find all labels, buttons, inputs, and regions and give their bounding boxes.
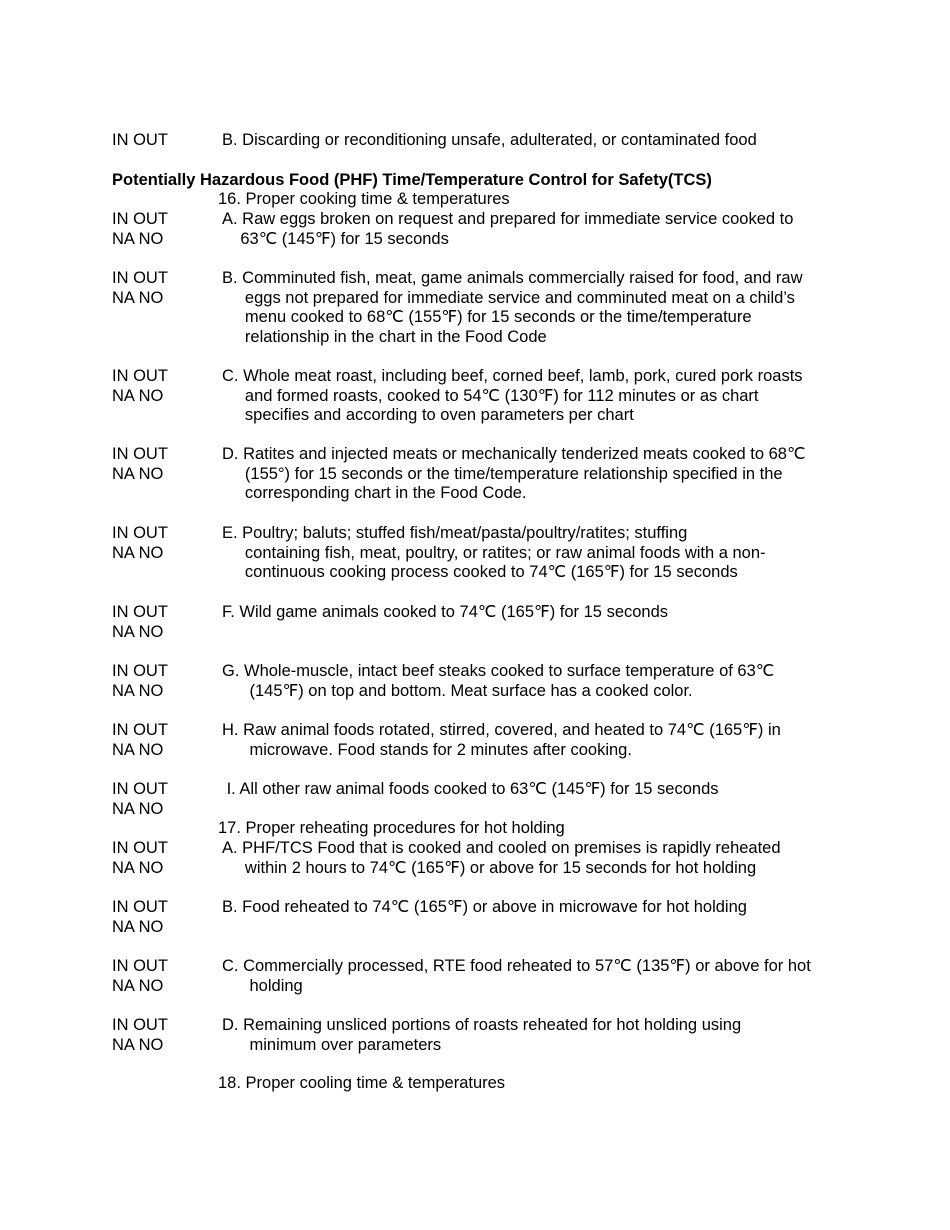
item-text bbox=[222, 1016, 842, 1055]
item-text bbox=[222, 210, 842, 249]
status-na-no: NA NO bbox=[112, 288, 164, 307]
item-line: eggs not prepared for immediate service and comminuted meat on a child’s bbox=[222, 288, 795, 307]
status-na-no: NA NO bbox=[112, 622, 164, 641]
item-line: minimum over parameters bbox=[222, 1035, 442, 1054]
status-codes bbox=[112, 780, 212, 819]
status-codes bbox=[112, 367, 212, 406]
item-line: menu cooked to 68℃ (155℉) for 15 seconds or the time/temperature bbox=[222, 308, 752, 326]
status-in-out: IN OUT bbox=[112, 1016, 168, 1034]
item-line: B. Comminuted fish, meat, game animals commercially raised for food, and raw bbox=[222, 269, 803, 287]
item-text bbox=[222, 839, 842, 878]
status-na-no: NA NO bbox=[112, 543, 164, 562]
section-18-title: 18. Proper cooling time & temperatures bbox=[218, 1074, 506, 1092]
item-line: D. Ratites and injected meats or mechanically tenderized meats cooked to 68℃ bbox=[222, 445, 806, 463]
status-codes bbox=[112, 524, 212, 563]
status-in-out: IN OUT bbox=[112, 839, 168, 857]
item-line: continuous cooking process cooked to 74℃ (165℉) for 15 seconds bbox=[222, 563, 738, 581]
item-text bbox=[222, 721, 842, 760]
item-line: I. All other raw animal foods cooked to 63℃ (145℉) for 15 seconds bbox=[222, 780, 719, 798]
status-na-no: NA NO bbox=[112, 681, 164, 700]
item-line: and formed roasts, cooked to 54℃ (130℉) for 112 minutes or as chart bbox=[222, 386, 759, 405]
item-line: 63℃ (145℉) for 15 seconds bbox=[222, 229, 449, 248]
status-codes bbox=[112, 603, 212, 642]
status-in-out: IN OUT bbox=[112, 210, 168, 228]
section-heading: Potentially Hazardous Food (PHF) Time/Temperature Control for Safety(TCS) bbox=[112, 171, 712, 189]
status-in-out: IN OUT bbox=[112, 131, 168, 149]
status-na-no: NA NO bbox=[112, 386, 164, 405]
status-codes bbox=[112, 445, 212, 484]
item-text bbox=[222, 269, 842, 347]
item-text bbox=[222, 898, 842, 918]
status-in-out: IN OUT bbox=[112, 367, 168, 385]
item-line: B. Discarding or reconditioning unsafe, adulterated, or contaminated food bbox=[222, 131, 757, 149]
item-line: F. Wild game animals cooked to 74℃ (165℉) for 15 seconds bbox=[222, 603, 669, 621]
item-line: A. PHF/TCS Food that is cooked and cooled on premises is rapidly reheated bbox=[222, 839, 781, 857]
status-codes bbox=[112, 131, 212, 151]
item-text bbox=[222, 131, 842, 151]
item-line: C. Whole meat roast, including beef, corned beef, lamb, pork, cured pork roasts bbox=[222, 367, 803, 385]
item-line: A. Raw eggs broken on request and prepared for immediate service cooked to bbox=[222, 210, 794, 228]
status-na-no: NA NO bbox=[112, 464, 164, 483]
status-na-no: NA NO bbox=[112, 740, 164, 759]
status-codes bbox=[112, 898, 212, 937]
status-in-out: IN OUT bbox=[112, 780, 168, 798]
status-codes bbox=[112, 1016, 212, 1055]
status-in-out: IN OUT bbox=[112, 662, 168, 680]
item-line: (155°) for 15 seconds or the time/temperature relationship specified in the bbox=[222, 464, 783, 483]
status-na-no: NA NO bbox=[112, 799, 164, 818]
item-line: G. Whole-muscle, intact beef steaks cooked to surface temperature of 63℃ bbox=[222, 662, 775, 680]
item-text bbox=[222, 367, 842, 426]
item-line: D. Remaining unsliced portions of roasts reheated for hot holding using bbox=[222, 1016, 742, 1034]
status-na-no: NA NO bbox=[112, 858, 164, 877]
item-line: microwave. Food stands for 2 minutes after cooking. bbox=[222, 740, 632, 759]
item-line: C. Commercially processed, RTE food reheated to 57℃ (135℉) or above for hot bbox=[222, 957, 811, 975]
status-in-out: IN OUT bbox=[112, 721, 168, 739]
status-in-out: IN OUT bbox=[112, 603, 168, 621]
item-line: holding bbox=[222, 976, 303, 995]
status-codes bbox=[112, 662, 212, 701]
item-text bbox=[222, 445, 842, 504]
item-text bbox=[222, 524, 842, 583]
status-in-out: IN OUT bbox=[112, 269, 168, 287]
status-in-out: IN OUT bbox=[112, 524, 168, 542]
item-line: E. Poultry; baluts; stuffed fish/meat/pasta/poultry/ratites; stuffing bbox=[222, 524, 688, 542]
item-text bbox=[222, 603, 842, 623]
status-codes bbox=[112, 721, 212, 760]
status-in-out: IN OUT bbox=[112, 957, 168, 975]
section-16-title: 16. Proper cooking time & temperatures bbox=[218, 190, 510, 208]
status-in-out: IN OUT bbox=[112, 445, 168, 463]
item-line: B. Food reheated to 74℃ (165℉) or above in microwave for hot holding bbox=[222, 898, 747, 916]
status-na-no: NA NO bbox=[112, 917, 164, 936]
item-text bbox=[222, 957, 842, 996]
status-codes bbox=[112, 210, 212, 249]
item-line: relationship in the chart in the Food Code bbox=[222, 327, 547, 346]
item-text bbox=[222, 780, 842, 800]
status-codes bbox=[112, 269, 212, 308]
status-codes bbox=[112, 839, 212, 878]
status-codes bbox=[112, 957, 212, 996]
item-line: corresponding chart in the Food Code. bbox=[222, 484, 527, 502]
status-na-no: NA NO bbox=[112, 1035, 164, 1054]
item-line: (145℉) on top and bottom. Meat surface has a cooked color. bbox=[222, 681, 693, 700]
status-na-no: NA NO bbox=[112, 229, 164, 248]
status-in-out: IN OUT bbox=[112, 898, 168, 916]
item-text bbox=[222, 662, 842, 701]
item-line: specifies and according to oven parameters per chart bbox=[222, 406, 634, 424]
item-line: containing fish, meat, poultry, or ratites; or raw animal foods with a non- bbox=[222, 543, 766, 562]
item-line: H. Raw animal foods rotated, stirred, covered, and heated to 74℃ (165℉) in bbox=[222, 721, 781, 739]
section-17-title: 17. Proper reheating procedures for hot holding bbox=[218, 819, 565, 837]
item-line: within 2 hours to 74℃ (165℉) or above for 15 seconds for hot holding bbox=[222, 858, 757, 877]
status-na-no: NA NO bbox=[112, 976, 164, 995]
